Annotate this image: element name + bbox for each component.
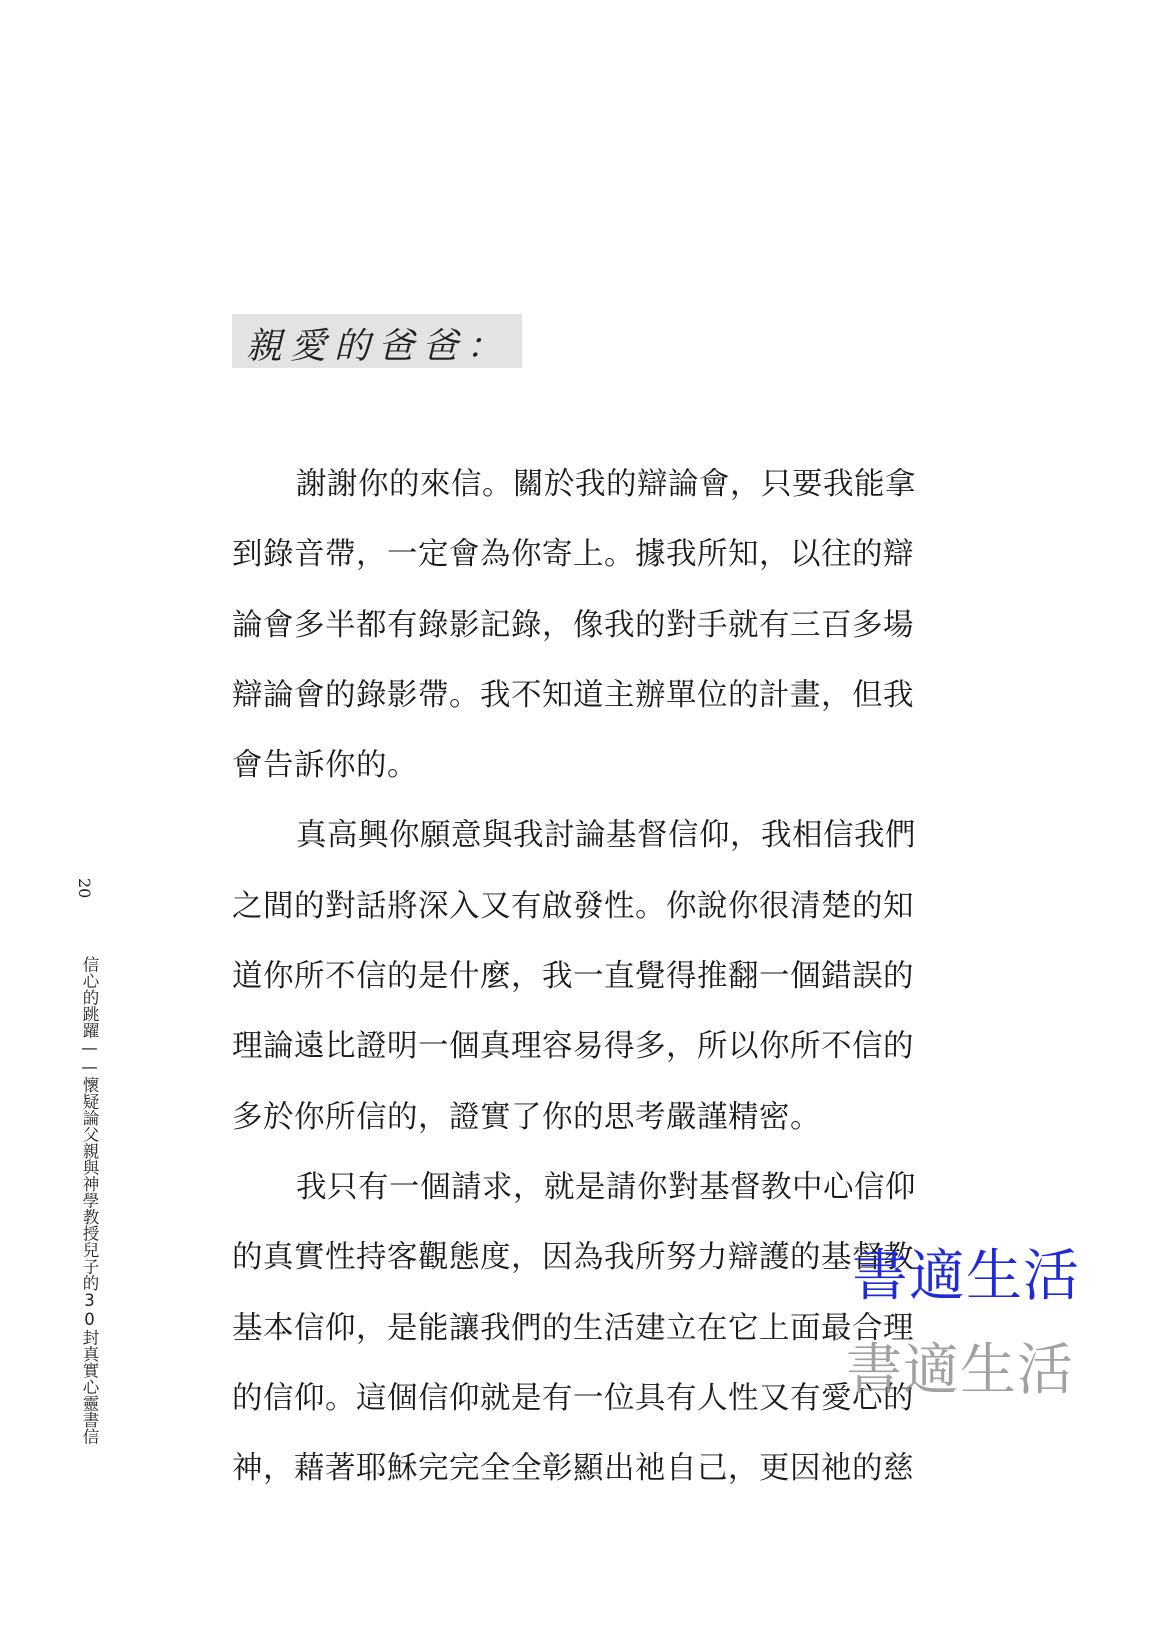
- body-line: 多於你所信的，證實了你的思考嚴謹精密。: [232, 1099, 821, 1135]
- body-line: 論會多半都有錄影記錄，像我的對手就有三百多場: [232, 607, 914, 643]
- body-line: 會告訴你的。: [232, 748, 418, 784]
- body-line: 理論遠比證明一個真理容易得多，所以你所不信的: [232, 1029, 914, 1065]
- watermark-blue: 書適生活: [852, 1244, 1080, 1309]
- body-line: 真高興你願意與我討論基督信仰，我相信我們: [296, 818, 916, 854]
- salutation-box: [232, 314, 522, 368]
- page-number: 20: [75, 878, 94, 899]
- body-line: 基本信仰，是能讓我們的生活建立在它上面最合理: [232, 1310, 914, 1346]
- body-line: 到錄音帶，一定會為你寄上。據我所知，以往的辯: [232, 537, 914, 573]
- body-line: 之間的對話將深入又有啟發性。你說你很清楚的知: [232, 888, 914, 924]
- watermark-gray: 書適生活: [846, 1338, 1074, 1403]
- body-line: 的信仰。這個信仰就是有一位具有人性又有愛心的: [232, 1380, 914, 1416]
- running-title: 信心的跳躍——懷疑論父親與神學教授兒子的30封真實心靈書信: [80, 956, 99, 1445]
- body-line: 神，藉著耶穌完完全全彰顯出祂自己，更因祂的慈: [232, 1451, 914, 1487]
- letter-body: [232, 450, 944, 1504]
- body-line: 謝謝你的來信。關於我的辯論會，只要我能拿: [296, 467, 916, 502]
- salutation-handwritten: 親愛的爸爸：: [246, 326, 511, 367]
- body-line: 我只有一個請求，就是請你對基督教中心信仰: [296, 1169, 916, 1205]
- body-line: 的真實性持客觀態度，因為我所努力辯護的基督教: [232, 1240, 914, 1276]
- body-line: 道你所不信的是什麼，我一直覺得推翻一個錯誤的: [232, 959, 914, 995]
- body-line: 辯論會的錄影帶。我不知道主辦單位的計畫，但我: [232, 677, 914, 713]
